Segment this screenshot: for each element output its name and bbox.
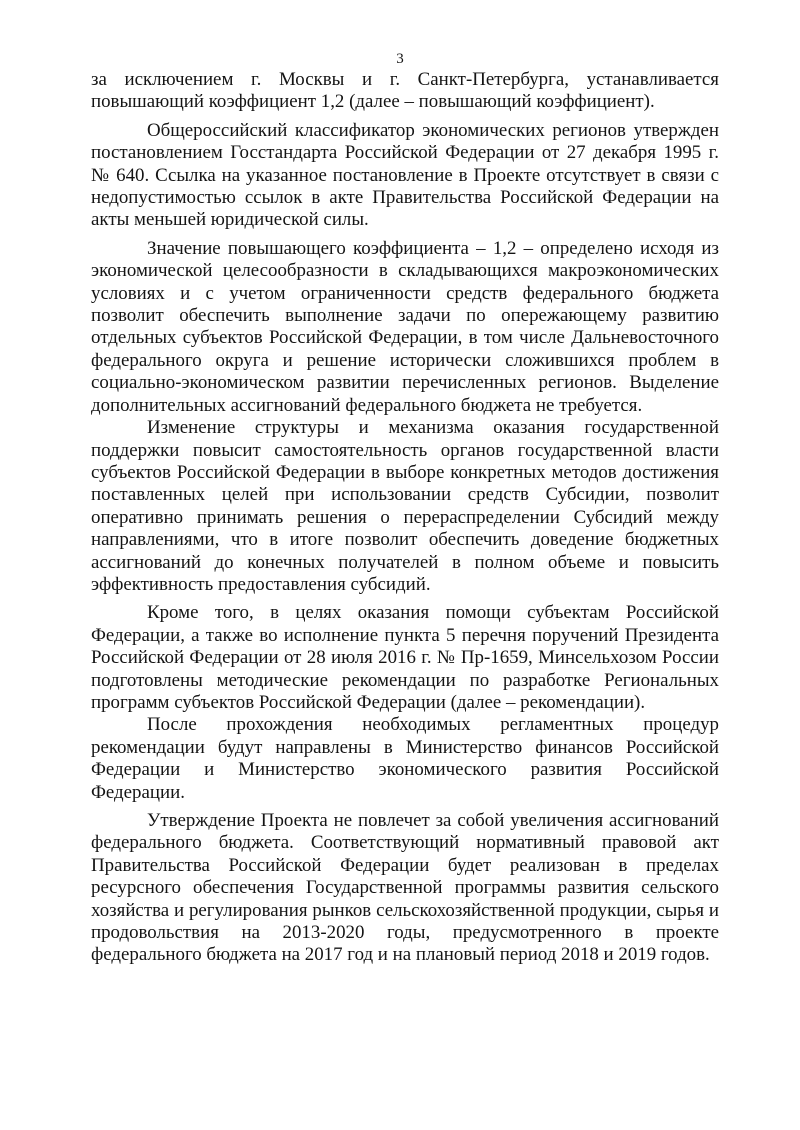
paragraph-budget: Утверждение Проекта не повлечет за собой увеличения ассигнований федерального бюджета. Соответствующий нормативный правовой акт Правительства Российской Федерации будет реализован в пределах ресурсного обеспечения Государственной программы развития сельского хозяйства и регулирования рынков сельскохозяйственной продукции, сырья и продовольствия на 2013-2020 годы, предусмотренного в проекте федерального бюджета на 2017 год и на плановый период 2018 и 2019 годов.	[91, 810, 719, 966]
paragraph-moscow-exception: за исключением г. Москвы и г. Санкт-Петербурга, устанавливается повышающий коэффициент 1,2 (далее – повышающий коэффициент).	[91, 69, 719, 113]
paragraph-procedures: После прохождения необходимых регламентных процедур рекомендации будут направлены в Министерство финансов Российской Федерации и Министерство экономического развития Российской Федерации.	[91, 714, 719, 803]
paragraph-recommendations: Кроме того, в целях оказания помощи субъектам Российской Федерации, а также во исполнение пункта 5 перечня поручений Президента Российской Федерации от 28 июля 2016 г. № Пр-1659, Минсельхозом России подготовлены методические рекомендации по разработке Региональных программ субъектов Российской Федерации (далее – рекомендации).	[91, 602, 719, 713]
page-number: 3	[396, 51, 404, 67]
paragraph-classifier: Общероссийский классификатор экономических регионов утвержден постановлением Госстандарта Российской Федерации от 27 декабря 1995 г. № 640. Ссылка на указанное постановление в Проекте отсутствует в связи с недопустимостью ссылок в акте Правительства Российской Федерации на акты меньшей юридической силы.	[91, 119, 719, 231]
document-body	[91, 69, 719, 967]
paragraph-support-structure: Изменение структуры и механизма оказания государственной поддержки повысит самостоятельность органов государственной власти субъектов Российской Федерации в выборе конкретных методов достижения поставленных целей при использовании средств Субсидии, позволит оперативно принимать решения о перераспределении Субсидий между направлениями, что в итоге позволит обеспечить доведение бюджетных ассигнований до конечных получателей в полном объеме и повысить эффективность предоставления субсидий.	[91, 417, 719, 595]
paragraph-coefficient-value: Значение повышающего коэффициента – 1,2 – определено исходя из экономической целесообразности в складывающихся макроэкономических условиях и с учетом ограниченности средств федерального бюджета позволит обеспечить выполнение задачи по опережающему развитию отдельных субъектов Российской Федерации, в том числе Дальневосточного федерального округа и решение исторически сложившихся проблем в социально-экономическом развитии перечисленных регионов. Выделение дополнительных ассигнований федерального бюджета не требуется.	[91, 237, 719, 416]
